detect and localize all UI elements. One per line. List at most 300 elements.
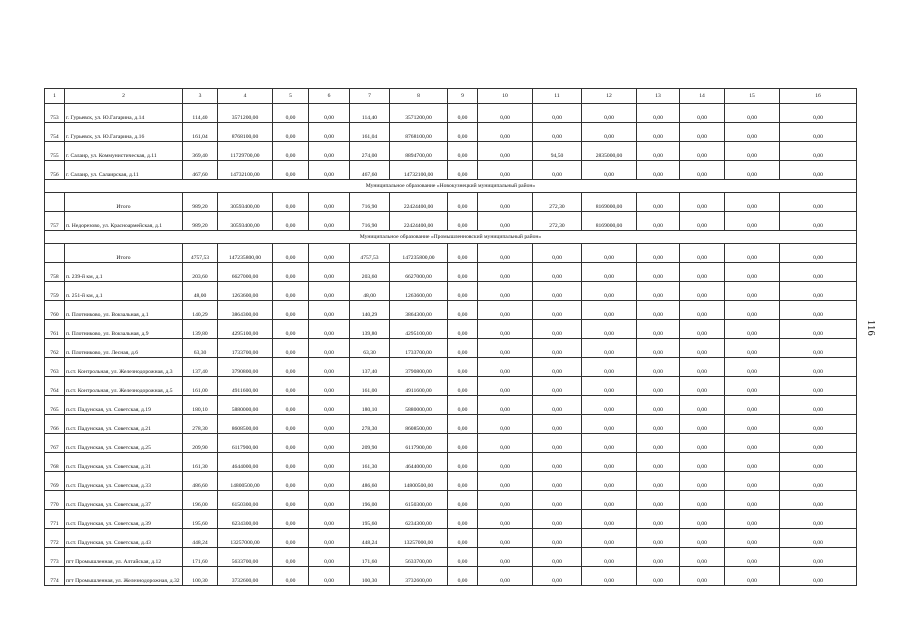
value-cell: 0,00 xyxy=(637,453,680,472)
value-cell: 0,00 xyxy=(680,301,725,320)
value-cell: 0,00 xyxy=(448,104,478,123)
value-cell: 30593400,00 xyxy=(218,193,273,212)
value-cell: 0,00 xyxy=(637,212,680,231)
value-cell: 5880000,00 xyxy=(390,396,448,415)
row-number: 763 xyxy=(45,358,65,377)
value-cell: 0,00 xyxy=(478,434,533,453)
value-cell: 0,00 xyxy=(725,301,780,320)
value-cell: 22424400,00 xyxy=(390,193,448,212)
value-cell: 0,00 xyxy=(533,434,582,453)
address-cell: п.ст. Падунская, ул. Советская, д.33 xyxy=(65,472,183,491)
value-cell: 0,00 xyxy=(478,320,533,339)
value-cell: 0,00 xyxy=(448,491,478,510)
value-cell: 0,00 xyxy=(533,301,582,320)
value-cell: 4295100,00 xyxy=(218,320,273,339)
value-cell: 0,00 xyxy=(637,434,680,453)
value-cell: 0,00 xyxy=(582,491,637,510)
row-number: 760 xyxy=(45,301,65,320)
row-number: 769 xyxy=(45,472,65,491)
value-cell: 94,50 xyxy=(533,142,582,161)
address-cell: п. Плотниково, ул. Вокзальная, д.1 xyxy=(65,301,183,320)
value-cell: 0,00 xyxy=(680,396,725,415)
value-cell: 0,00 xyxy=(478,548,533,567)
value-cell: 0,00 xyxy=(448,453,478,472)
column-number: 4 xyxy=(218,89,273,104)
value-cell: 4911600,00 xyxy=(390,377,448,396)
address-cell: п. Плотниково, ул. Вокзальная, д.9 xyxy=(65,320,183,339)
value-cell: 0,00 xyxy=(680,548,725,567)
value-cell: 0,00 xyxy=(725,142,780,161)
value-cell: 0,00 xyxy=(582,396,637,415)
value-cell: 0,00 xyxy=(637,415,680,434)
value-cell: 6627000,00 xyxy=(390,263,448,282)
value-cell: 0,00 xyxy=(780,548,857,567)
value-cell: 0,00 xyxy=(582,377,637,396)
table-row xyxy=(45,453,857,472)
value-cell: 0,00 xyxy=(448,320,478,339)
value-cell: 0,00 xyxy=(478,453,533,472)
value-cell: 272,30 xyxy=(533,193,582,212)
value-cell: 0,00 xyxy=(582,104,637,123)
row-number: 764 xyxy=(45,377,65,396)
value-cell: 0,00 xyxy=(273,193,309,212)
value-cell: 0,00 xyxy=(582,358,637,377)
address-cell: п.ст. Падунская, ул. Советская, д.21 xyxy=(65,415,183,434)
value-cell: 0,00 xyxy=(533,339,582,358)
row-number: 772 xyxy=(45,529,65,548)
value-cell: 0,00 xyxy=(273,212,309,231)
value-cell: 0,00 xyxy=(448,415,478,434)
value-cell: 0,00 xyxy=(533,548,582,567)
value-cell: 0,00 xyxy=(273,104,309,123)
value-cell: 203,60 xyxy=(183,263,218,282)
address-cell: г. Гурьевск, ул. Ю.Гагарина, д.16 xyxy=(65,123,183,142)
row-number: 771 xyxy=(45,510,65,529)
value-cell: 0,00 xyxy=(309,244,350,263)
value-cell: 11729700,00 xyxy=(218,142,273,161)
value-cell: 0,00 xyxy=(637,263,680,282)
row-number: 756 xyxy=(45,161,65,180)
value-cell: 0,00 xyxy=(309,377,350,396)
value-cell: 0,00 xyxy=(582,548,637,567)
page-number: 116 xyxy=(865,320,876,337)
value-cell: 0,00 xyxy=(448,142,478,161)
value-cell: 0,00 xyxy=(533,415,582,434)
value-cell: 0,00 xyxy=(309,123,350,142)
value-cell: 161,04 xyxy=(350,123,390,142)
value-cell: 0,00 xyxy=(637,123,680,142)
table-row xyxy=(45,263,857,282)
value-cell: 0,00 xyxy=(478,510,533,529)
value-cell: 0,00 xyxy=(273,301,309,320)
value-cell: 0,00 xyxy=(680,529,725,548)
value-cell: 137,40 xyxy=(183,358,218,377)
value-cell: 0,00 xyxy=(309,104,350,123)
value-cell: 0,00 xyxy=(273,415,309,434)
column-number: 12 xyxy=(582,89,637,104)
value-cell: 0,00 xyxy=(309,301,350,320)
value-cell: 0,00 xyxy=(309,358,350,377)
value-cell: 0,00 xyxy=(725,282,780,301)
value-cell: 8169000,00 xyxy=(582,212,637,231)
column-number: 1 xyxy=(45,89,65,104)
address-cell: п.ст. Падунская, ул. Советская, д.39 xyxy=(65,510,183,529)
value-cell: 4295100,00 xyxy=(390,320,448,339)
value-cell: 0,00 xyxy=(309,161,350,180)
value-cell: 0,00 xyxy=(725,567,780,586)
value-cell: 0,00 xyxy=(273,161,309,180)
value-cell: 0,00 xyxy=(780,282,857,301)
value-cell: 0,00 xyxy=(478,396,533,415)
value-cell: 0,00 xyxy=(780,263,857,282)
value-cell: 0,00 xyxy=(478,244,533,263)
value-cell: 0,00 xyxy=(448,339,478,358)
value-cell: 0,00 xyxy=(273,434,309,453)
value-cell: 0,00 xyxy=(637,142,680,161)
value-cell: 0,00 xyxy=(309,212,350,231)
value-cell: 0,00 xyxy=(680,263,725,282)
value-cell: 8768100,00 xyxy=(390,123,448,142)
value-cell: 0,00 xyxy=(680,339,725,358)
value-cell: 0,00 xyxy=(725,377,780,396)
address-cell: г. Салаир, ул. Коммунистическая, д.11 xyxy=(65,142,183,161)
value-cell: 0,00 xyxy=(582,472,637,491)
value-cell: 0,00 xyxy=(478,491,533,510)
value-cell: 6117900,00 xyxy=(390,434,448,453)
value-cell: 0,00 xyxy=(680,453,725,472)
row-number: 754 xyxy=(45,123,65,142)
column-number: 3 xyxy=(183,89,218,104)
row-number: 755 xyxy=(45,142,65,161)
value-cell: 0,00 xyxy=(780,491,857,510)
value-cell: 0,00 xyxy=(478,193,533,212)
value-cell: 5633700,00 xyxy=(218,548,273,567)
value-cell: 0,00 xyxy=(448,282,478,301)
row-number: 767 xyxy=(45,434,65,453)
value-cell: 140,29 xyxy=(183,301,218,320)
value-cell: 0,00 xyxy=(448,396,478,415)
value-cell: 0,00 xyxy=(309,339,350,358)
value-cell: 161,00 xyxy=(183,377,218,396)
value-cell: 0,00 xyxy=(780,244,857,263)
value-cell: 0,00 xyxy=(780,161,857,180)
row-number: 757 xyxy=(45,212,65,231)
column-number: 5 xyxy=(273,89,309,104)
value-cell: 0,00 xyxy=(478,567,533,586)
value-cell: 0,00 xyxy=(680,510,725,529)
value-cell: 0,00 xyxy=(448,510,478,529)
table-row xyxy=(45,529,857,548)
value-cell: 180,10 xyxy=(183,396,218,415)
value-cell: 0,00 xyxy=(478,415,533,434)
value-cell: 0,00 xyxy=(273,123,309,142)
value-cell: 0,00 xyxy=(780,123,857,142)
value-cell: 0,00 xyxy=(478,212,533,231)
value-cell: 0,00 xyxy=(725,491,780,510)
total-label: Итого xyxy=(65,244,183,263)
value-cell: 0,00 xyxy=(533,123,582,142)
value-cell: 1733700,00 xyxy=(218,339,273,358)
value-cell: 161,04 xyxy=(183,123,218,142)
value-cell: 3790800,00 xyxy=(218,358,273,377)
value-cell: 0,00 xyxy=(582,453,637,472)
value-cell: 0,00 xyxy=(448,244,478,263)
value-cell: 48,00 xyxy=(350,282,390,301)
value-cell: 0,00 xyxy=(582,161,637,180)
address-cell: п.ст. Падунская, ул. Советская, д.43 xyxy=(65,529,183,548)
value-cell: 0,00 xyxy=(478,161,533,180)
address-cell: пгт Промышленная, ул. Железнодорожная, д.32 xyxy=(65,567,183,586)
value-cell: 0,00 xyxy=(725,193,780,212)
value-cell: 0,00 xyxy=(780,453,857,472)
row-number: 765 xyxy=(45,396,65,415)
row-number xyxy=(45,244,65,263)
column-number: 13 xyxy=(637,89,680,104)
value-cell: 0,00 xyxy=(680,193,725,212)
table-row xyxy=(45,282,857,301)
row-number: 768 xyxy=(45,453,65,472)
value-cell: 4757,53 xyxy=(183,244,218,263)
header-row xyxy=(45,89,857,104)
value-cell: 100,30 xyxy=(183,567,218,586)
value-cell: 0,00 xyxy=(780,358,857,377)
table-row xyxy=(45,415,857,434)
value-cell: 0,00 xyxy=(680,244,725,263)
row-number: 758 xyxy=(45,263,65,282)
value-cell: 0,00 xyxy=(309,548,350,567)
column-number: 2 xyxy=(65,89,183,104)
value-cell: 0,00 xyxy=(478,529,533,548)
value-cell: 3790800,00 xyxy=(390,358,448,377)
row-number: 753 xyxy=(45,104,65,123)
value-cell: 0,00 xyxy=(273,529,309,548)
value-cell: 0,00 xyxy=(533,320,582,339)
value-cell: 0,00 xyxy=(478,142,533,161)
value-cell: 171,60 xyxy=(350,548,390,567)
column-number: 16 xyxy=(780,89,857,104)
value-cell: 0,00 xyxy=(273,358,309,377)
value-cell: 0,00 xyxy=(680,434,725,453)
value-cell: 0,00 xyxy=(725,396,780,415)
value-cell: 989,20 xyxy=(183,212,218,231)
value-cell: 30593400,00 xyxy=(218,212,273,231)
value-cell: 13257000,00 xyxy=(390,529,448,548)
value-cell: 0,00 xyxy=(533,282,582,301)
value-cell: 0,00 xyxy=(725,339,780,358)
value-cell: 0,00 xyxy=(780,301,857,320)
column-number: 6 xyxy=(309,89,350,104)
row-number xyxy=(45,193,65,212)
value-cell: 0,00 xyxy=(637,548,680,567)
value-cell: 0,00 xyxy=(448,212,478,231)
value-cell: 0,00 xyxy=(273,339,309,358)
value-cell: 3864300,00 xyxy=(390,301,448,320)
column-number: 10 xyxy=(478,89,533,104)
register-table xyxy=(44,88,857,586)
value-cell: 0,00 xyxy=(780,510,857,529)
value-cell: 0,00 xyxy=(725,320,780,339)
value-cell: 0,00 xyxy=(478,339,533,358)
value-cell: 0,00 xyxy=(637,282,680,301)
value-cell: 0,00 xyxy=(273,491,309,510)
table-row xyxy=(45,510,857,529)
table-row xyxy=(45,123,857,142)
value-cell: 0,00 xyxy=(725,453,780,472)
value-cell: 0,00 xyxy=(680,161,725,180)
value-cell: 467,60 xyxy=(350,161,390,180)
value-cell: 0,00 xyxy=(680,567,725,586)
value-cell: 0,00 xyxy=(533,161,582,180)
value-cell: 3571200,00 xyxy=(390,104,448,123)
value-cell: 0,00 xyxy=(582,529,637,548)
value-cell: 137,40 xyxy=(350,358,390,377)
value-cell: 0,00 xyxy=(637,161,680,180)
value-cell: 14732100,00 xyxy=(218,161,273,180)
value-cell: 8608500,00 xyxy=(218,415,273,434)
value-cell: 63,30 xyxy=(183,339,218,358)
row-number: 774 xyxy=(45,567,65,586)
value-cell: 0,00 xyxy=(448,161,478,180)
value-cell: 0,00 xyxy=(780,415,857,434)
value-cell: 0,00 xyxy=(533,244,582,263)
section-row xyxy=(45,231,857,244)
value-cell: 48,00 xyxy=(183,282,218,301)
value-cell: 716,90 xyxy=(350,193,390,212)
value-cell: 0,00 xyxy=(448,434,478,453)
value-cell: 13257000,00 xyxy=(218,529,273,548)
table-row xyxy=(45,301,857,320)
value-cell: 0,00 xyxy=(273,320,309,339)
value-cell: 0,00 xyxy=(725,212,780,231)
value-cell: 0,00 xyxy=(533,377,582,396)
value-cell: 0,00 xyxy=(725,263,780,282)
value-cell: 0,00 xyxy=(637,529,680,548)
value-cell: 0,00 xyxy=(637,104,680,123)
value-cell: 0,00 xyxy=(637,510,680,529)
value-cell: 0,00 xyxy=(309,434,350,453)
row-number: 761 xyxy=(45,320,65,339)
column-number: 7 xyxy=(350,89,390,104)
table-row xyxy=(45,396,857,415)
value-cell: 114,40 xyxy=(350,104,390,123)
value-cell: 0,00 xyxy=(582,339,637,358)
value-cell: 0,00 xyxy=(478,263,533,282)
value-cell: 0,00 xyxy=(725,358,780,377)
value-cell: 0,00 xyxy=(533,567,582,586)
value-cell: 0,00 xyxy=(725,244,780,263)
value-cell: 0,00 xyxy=(780,339,857,358)
value-cell: 195,60 xyxy=(183,510,218,529)
value-cell: 0,00 xyxy=(637,244,680,263)
value-cell: 0,00 xyxy=(780,529,857,548)
value-cell: 0,00 xyxy=(780,142,857,161)
row-number: 766 xyxy=(45,415,65,434)
value-cell: 0,00 xyxy=(309,472,350,491)
address-cell: г. Салаир, ул. Салаирская, д.11 xyxy=(65,161,183,180)
value-cell: 139,80 xyxy=(183,320,218,339)
value-cell: 0,00 xyxy=(533,510,582,529)
value-cell: 1263600,00 xyxy=(218,282,273,301)
value-cell: 369,40 xyxy=(183,142,218,161)
value-cell: 6150300,00 xyxy=(390,491,448,510)
value-cell: 0,00 xyxy=(725,434,780,453)
value-cell: 448,24 xyxy=(350,529,390,548)
address-cell: п.ст. Контрольная, ул. Железнодорожная, д.3 xyxy=(65,358,183,377)
value-cell: 0,00 xyxy=(448,472,478,491)
value-cell: 0,00 xyxy=(637,377,680,396)
value-cell: 0,00 xyxy=(273,548,309,567)
value-cell: 5633700,00 xyxy=(390,548,448,567)
value-cell: 0,00 xyxy=(273,396,309,415)
value-cell: 147235800,00 xyxy=(390,244,448,263)
table-row xyxy=(45,377,857,396)
table-row xyxy=(45,358,857,377)
value-cell: 0,00 xyxy=(533,396,582,415)
table-row xyxy=(45,320,857,339)
value-cell: 6117900,00 xyxy=(218,434,273,453)
value-cell: 6627000,00 xyxy=(218,263,273,282)
value-cell: 0,00 xyxy=(637,339,680,358)
value-cell: 467,60 xyxy=(183,161,218,180)
value-cell: 0,00 xyxy=(448,548,478,567)
value-cell: 6150300,00 xyxy=(218,491,273,510)
value-cell: 0,00 xyxy=(448,567,478,586)
value-cell: 4644000,00 xyxy=(390,453,448,472)
value-cell: 0,00 xyxy=(309,320,350,339)
value-cell: 0,00 xyxy=(637,472,680,491)
value-cell: 140,29 xyxy=(350,301,390,320)
value-cell: 14800500,00 xyxy=(218,472,273,491)
value-cell: 0,00 xyxy=(273,453,309,472)
value-cell: 0,00 xyxy=(680,415,725,434)
value-cell: 274,00 xyxy=(350,142,390,161)
value-cell: 114,40 xyxy=(183,104,218,123)
address-cell: п.ст. Падунская, ул. Советская, д.25 xyxy=(65,434,183,453)
value-cell: 0,00 xyxy=(780,434,857,453)
value-cell: 278,30 xyxy=(183,415,218,434)
row-number: 770 xyxy=(45,491,65,510)
value-cell: 0,00 xyxy=(448,123,478,142)
table-body xyxy=(45,89,857,586)
address-cell: п.ст. Контрольная, ул. Железнодорожная, д.5 xyxy=(65,377,183,396)
value-cell: 0,00 xyxy=(780,396,857,415)
value-cell: 0,00 xyxy=(780,472,857,491)
value-cell: 0,00 xyxy=(582,301,637,320)
value-cell: 0,00 xyxy=(309,453,350,472)
address-cell: пгт Промышленная, ул. Алтайская, д.12 xyxy=(65,548,183,567)
table-row xyxy=(45,339,857,358)
value-cell: 0,00 xyxy=(309,396,350,415)
value-cell: 14732100,00 xyxy=(390,161,448,180)
value-cell: 0,00 xyxy=(582,244,637,263)
value-cell: 0,00 xyxy=(637,491,680,510)
value-cell: 0,00 xyxy=(637,358,680,377)
value-cell: 3732600,00 xyxy=(218,567,273,586)
row-number: 759 xyxy=(45,282,65,301)
value-cell: 0,00 xyxy=(680,142,725,161)
column-number: 9 xyxy=(448,89,478,104)
value-cell: 5880000,00 xyxy=(218,396,273,415)
value-cell: 0,00 xyxy=(725,104,780,123)
table-row xyxy=(45,212,857,231)
value-cell: 0,00 xyxy=(780,377,857,396)
total-row xyxy=(45,244,857,263)
value-cell: 0,00 xyxy=(448,301,478,320)
value-cell: 0,00 xyxy=(478,301,533,320)
value-cell: 161,00 xyxy=(350,377,390,396)
value-cell: 0,00 xyxy=(273,472,309,491)
value-cell: 0,00 xyxy=(637,396,680,415)
